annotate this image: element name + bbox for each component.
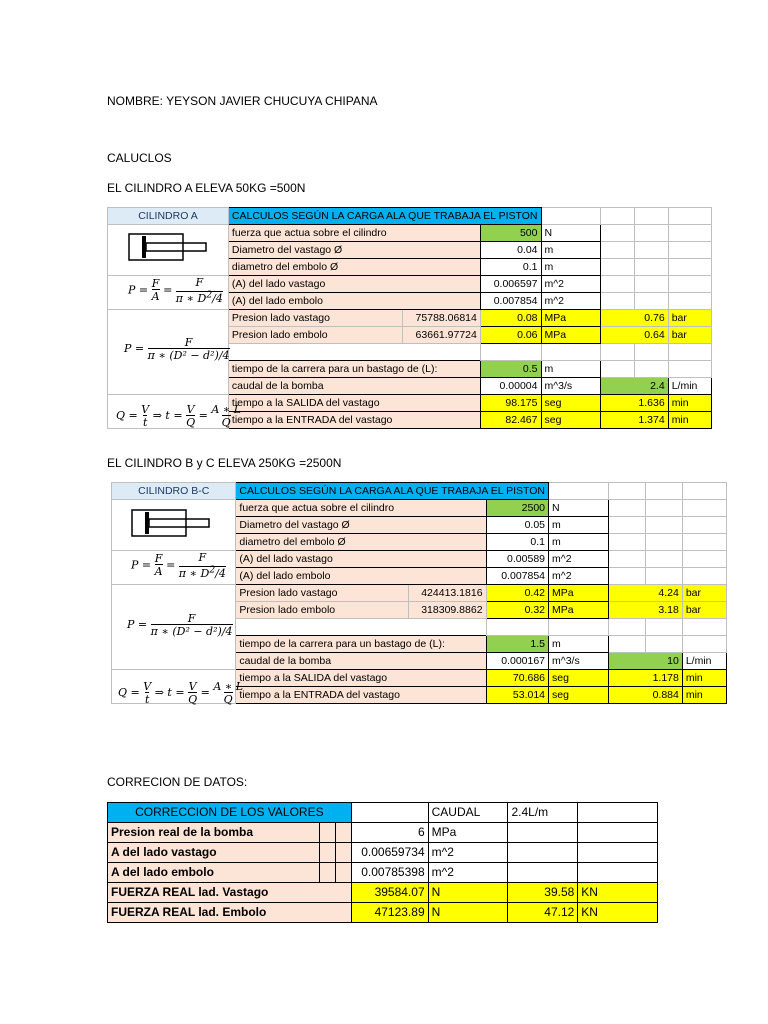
correccion-title: CORRECION DE DATOS:: [107, 775, 248, 789]
unit-cell: MPa: [541, 327, 600, 344]
value-cell: 0.06: [480, 327, 541, 344]
unit-cell: m^3/s: [541, 378, 600, 395]
row-label: tiempo a la ENTRADA del vastago: [228, 412, 480, 429]
formula-pressure-b: $P = \frac{F}{A} = \frac{F}{\pi ∗ D^2/4}$: [131, 551, 226, 580]
cylinder-b-icon: [131, 507, 211, 541]
value-cell: 0.00004: [480, 378, 541, 395]
formula-flow-b: $Q = \frac{V}{t}$ ⇒ $t = \frac{V}{Q} = \frac{A ∗ L}{Q}$: [118, 680, 244, 706]
unit-cell: m: [541, 242, 600, 259]
min-unit: min: [682, 670, 726, 687]
row-label: fuerza que actua sobre el cilindro: [236, 500, 486, 517]
min-unit: min: [682, 687, 726, 704]
value-cell: 53.014: [486, 687, 548, 704]
kn-unit: KN: [578, 903, 658, 923]
value-cell: 0.42: [486, 585, 548, 602]
bar-cell: 0.64: [600, 327, 668, 344]
value-cell: 0.08: [480, 310, 541, 327]
value-cell: 0.00589: [486, 551, 548, 568]
caudal-label: CAUDAL: [428, 803, 508, 823]
row-label: tiempo a la SALIDA del vastago: [236, 670, 486, 687]
bar-unit: bar: [682, 585, 726, 602]
value-cell: 0.00785398: [351, 863, 428, 883]
correccion-table: [107, 802, 658, 923]
section-b-title: EL CILINDRO B y C ELEVA 250KG =2500N: [107, 456, 342, 470]
min-cell: 0.884: [608, 687, 682, 704]
row-label: fuerza que actua sobre el cilindro: [228, 225, 480, 242]
row-label: Presion lado vastago: [236, 585, 409, 602]
unit-cell: m: [549, 534, 609, 551]
unit-cell: N: [428, 883, 508, 903]
unit-cell: m^3/s: [549, 653, 609, 670]
row-label: A del lado embolo: [108, 863, 320, 883]
value-cell: 0.04: [480, 242, 541, 259]
value-cell: 39584.07: [351, 883, 428, 903]
min-cell: 1.374: [600, 412, 668, 429]
row-label: (A) del lado vastago: [228, 276, 480, 293]
value-cell: 82.467: [480, 412, 541, 429]
row-label: tiempo de la carrera para un bastago de (L):: [228, 361, 480, 378]
kn-cell: 47.12: [508, 903, 578, 923]
row-label: Diametro del vastago Ø: [236, 517, 486, 534]
row-label: tiempo a la SALIDA del vastago: [228, 395, 480, 412]
unit-cell: seg: [541, 395, 600, 412]
row-label: Diametro del vastago Ø: [228, 242, 480, 259]
unit-cell: seg: [549, 670, 609, 687]
value-cell: 0.1: [486, 534, 548, 551]
min-cell: 1.636: [600, 395, 668, 412]
pa-cell: 424413.1816: [408, 585, 486, 602]
min-cell: 1.178: [608, 670, 682, 687]
unit-cell: m: [549, 636, 609, 653]
calculos-heading: CALUCLOS: [107, 151, 172, 165]
lmin-unit: L/min: [668, 378, 711, 395]
unit-cell: N: [541, 225, 600, 242]
lmin-cell: 10: [608, 653, 682, 670]
row-label: FUERZA REAL lad. Vastago: [108, 883, 352, 903]
pa-cell: 63661.97724: [402, 327, 480, 344]
value-cell: 1.5: [486, 636, 548, 653]
unit-cell: m^2: [549, 568, 609, 585]
value-cell: 0.000167: [486, 653, 548, 670]
value-cell: 98.175: [480, 395, 541, 412]
section-a-title: EL CILINDRO A ELEVA 50KG =500N: [107, 181, 306, 195]
formula-flow-a: $Q = \frac{V}{t}$ ⇒ $t = \frac{V}{Q} = \frac{A ∗ L}{Q}$: [116, 403, 242, 429]
row-label: (A) del lado vastago: [236, 551, 486, 568]
calc-header-b: CALCULOS SEGÚN LA CARGA ALA QUE TRABAJA EL PISTON: [236, 483, 549, 500]
cylinder-a-icon: [128, 231, 208, 265]
correccion-header: CORRECCION DE LOS VALORES: [108, 803, 352, 823]
bar-unit: bar: [668, 327, 711, 344]
formula-pressure-diff-a: $P = \frac{F}{\text{π ∗ (D² − d²)/4}}$: [124, 336, 230, 362]
value-cell: 0.1: [480, 259, 541, 276]
unit-cell: MPa: [541, 310, 600, 327]
row-label: Presion lado vastago: [228, 310, 402, 327]
value-cell: 500: [480, 225, 541, 242]
unit-cell: N: [428, 903, 508, 923]
lmin-unit: L/min: [682, 653, 726, 670]
value-cell: 0.5: [480, 361, 541, 378]
bar-unit: bar: [682, 602, 726, 619]
row-label: FUERZA REAL lad. Embolo: [108, 903, 352, 923]
unit-cell: m^2: [549, 551, 609, 568]
unit-cell: MPa: [549, 602, 609, 619]
row-label: Presion lado embolo: [228, 327, 402, 344]
value-cell: 2500: [486, 500, 548, 517]
unit-cell: m^2: [428, 843, 508, 863]
value-cell: 0.05: [486, 517, 548, 534]
kn-cell: 39.58: [508, 883, 578, 903]
row-label: diametro del embolo Ø: [228, 259, 480, 276]
value-cell: 70.686: [486, 670, 548, 687]
formula-pressure-diff-b: $P = \frac{F}{\text{π ∗ (D² − d²)/4}}$: [127, 612, 233, 638]
row-label: caudal de la bomba: [228, 378, 480, 395]
bar-cell: 3.18: [608, 602, 682, 619]
formula-pressure-a: $P = \frac{F}{A} = \frac{F}{\pi ∗ D^2/4}$: [128, 276, 223, 305]
row-label: A del lado vastago: [108, 843, 320, 863]
student-name: NOMBRE: YEYSON JAVIER CHUCUYA CHIPANA: [107, 94, 378, 108]
value-cell: 0.32: [486, 602, 548, 619]
row-label: Presion lado embolo: [236, 602, 409, 619]
value-cell: 0.00659734: [351, 843, 428, 863]
min-unit: min: [668, 412, 711, 429]
unit-cell: m^2: [541, 293, 600, 310]
row-label: caudal de la bomba: [236, 653, 486, 670]
value-cell: 0.007854: [486, 568, 548, 585]
lmin-cell: 2.4: [600, 378, 668, 395]
value-cell: 47123.89: [351, 903, 428, 923]
row-label: (A) del lado embolo: [228, 293, 480, 310]
unit-cell: m^2: [541, 276, 600, 293]
unit-cell: m: [549, 517, 609, 534]
bar-cell: 4.24: [608, 585, 682, 602]
value-cell: 0.007854: [480, 293, 541, 310]
unit-cell: m^2: [428, 863, 508, 883]
unit-cell: MPa: [549, 585, 609, 602]
cylinder-a-label: CILINDRO A: [108, 208, 229, 225]
caudal-value: 2.4L/m: [508, 803, 578, 823]
cylinder-b-label: CILINDRO B-C: [112, 483, 236, 500]
row-label: tiempo a la ENTRADA del vastago: [236, 687, 486, 704]
row-label: diametro del embolo Ø: [236, 534, 486, 551]
min-unit: min: [668, 395, 711, 412]
value-cell: 0.006597: [480, 276, 541, 293]
unit-cell: m: [541, 259, 600, 276]
row-label: Presion real de la bomba: [108, 823, 320, 843]
calc-header-a: CALCULOS SEGÚN LA CARGA ALA QUE TRABAJA EL PISTON: [228, 208, 541, 225]
unit-cell: m: [541, 361, 600, 378]
unit-cell: MPa: [428, 823, 508, 843]
row-label: tiempo de la carrera para un bastago de (L):: [236, 636, 486, 653]
bar-cell: 0.76: [600, 310, 668, 327]
bar-unit: bar: [668, 310, 711, 327]
unit-cell: N: [549, 500, 609, 517]
pa-cell: 318309.8862: [408, 602, 486, 619]
unit-cell: seg: [541, 412, 600, 429]
unit-cell: seg: [549, 687, 609, 704]
pa-cell: 75788.06814: [402, 310, 480, 327]
kn-unit: KN: [578, 883, 658, 903]
value-cell: 6: [351, 823, 428, 843]
row-label: (A) del lado embolo: [236, 568, 486, 585]
